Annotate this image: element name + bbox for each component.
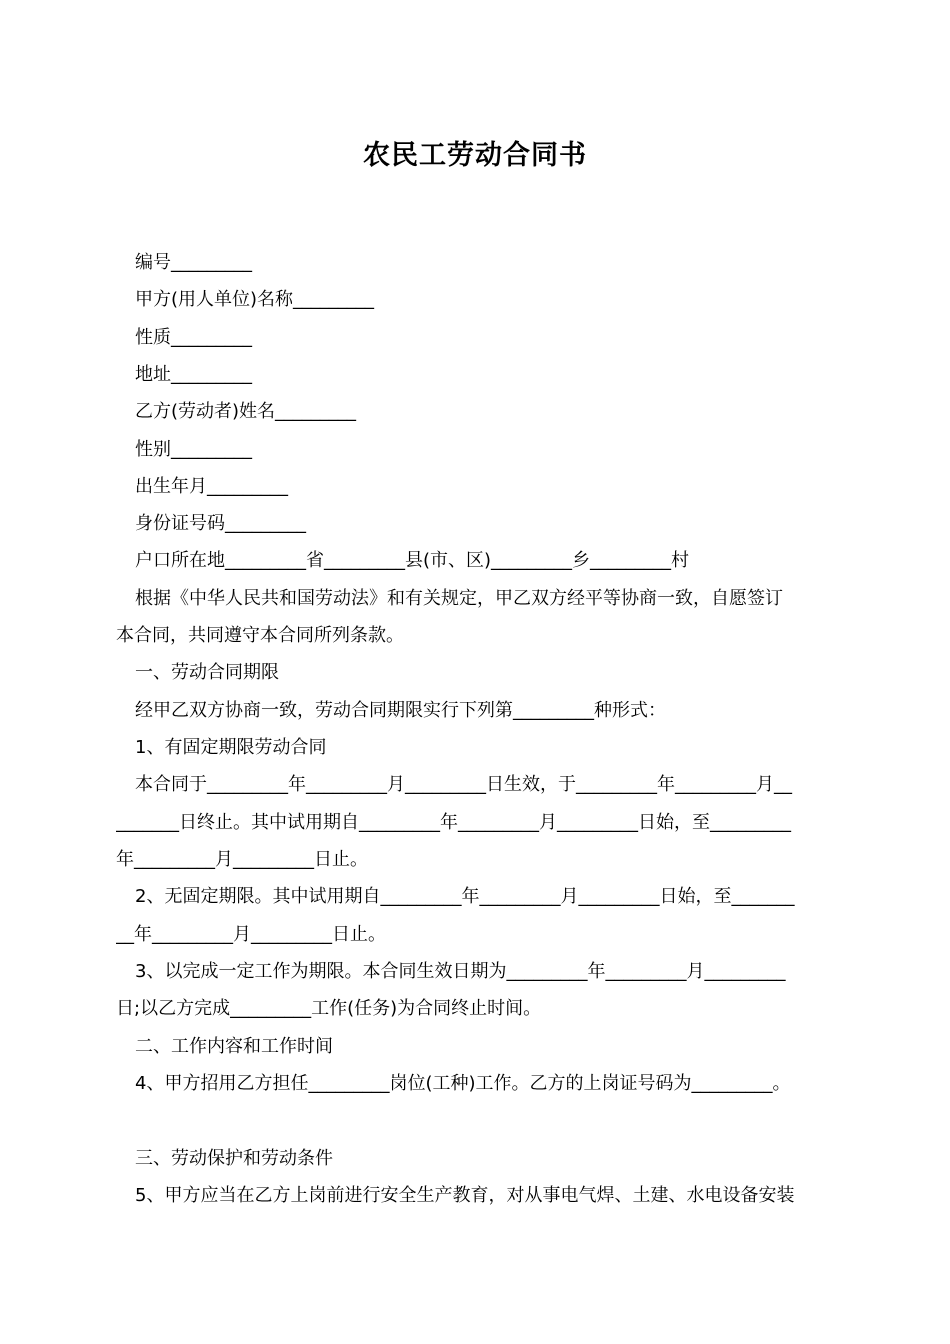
field-party-b-name: 乙方(劳动者)姓名_________ [135,401,357,422]
paragraph-preamble-line-1: 根据《中华人民共和国劳动法》和有关规定，甲乙双方经平等协商一致，自愿签订 [135,588,783,609]
field-birth-date: 出生年月_________ [135,476,288,497]
field-contract-number: 编号_________ [135,252,252,273]
section-heading-contract-term: 一、劳动合同期限 [135,662,279,683]
section-heading-labor-protection: 三、劳动保护和劳动条件 [135,1148,333,1169]
field-address: 地址_________ [135,364,252,385]
clause-5-line-1: 5、甲方应当在乙方上岗前进行安全生产教育，对从事电气焊、土建、水电设备安装 [135,1185,795,1206]
field-id-number: 身份证号码_________ [135,513,306,534]
clause-3-line-2: 日;以乙方完成_________工作(任务)为合同终止时间。 [116,998,542,1019]
field-gender: 性别_________ [135,439,252,460]
clause-1-heading: 1、有固定期限劳动合同 [135,737,327,758]
document-title: 农民工劳动合同书 [363,140,587,171]
clause-2-line-2: __年_________月_________日止。 [116,924,386,945]
field-party-a-name: 甲方(用人单位)名称_________ [135,289,375,310]
clause-2-line-1: 2、无固定期限。其中试用期自_________年_________月_________日始，至_______ [135,886,795,907]
field-nature: 性质_________ [135,327,252,348]
paragraph-term-form: 经甲乙双方协商一致，劳动合同期限实行下列第_________种形式： [135,700,666,721]
clause-3-line-1: 3、以完成一定工作为期限。本合同生效日期为_________年_________月_________ [135,961,786,982]
clause-4: 4、甲方招用乙方担任_________岗位(工种)工作。乙方的上岗证号码为_________。 [135,1073,791,1094]
clause-1-line-1: 本合同于_________年_________月_________日生效，于_________年_________月__ [135,774,792,795]
field-household-registration: 户口所在地_________省_________县(市、区)_________乡_________村 [135,550,690,571]
clause-1-line-3: 年_________月_________日止。 [116,849,368,870]
paragraph-preamble-line-2: 本合同，共同遵守本合同所列条款。 [116,625,404,646]
section-heading-work-content: 二、工作内容和工作时间 [135,1036,333,1057]
clause-1-line-2: _______日终止。其中试用期自_________年_________月_________日始，至_________ [116,812,791,833]
